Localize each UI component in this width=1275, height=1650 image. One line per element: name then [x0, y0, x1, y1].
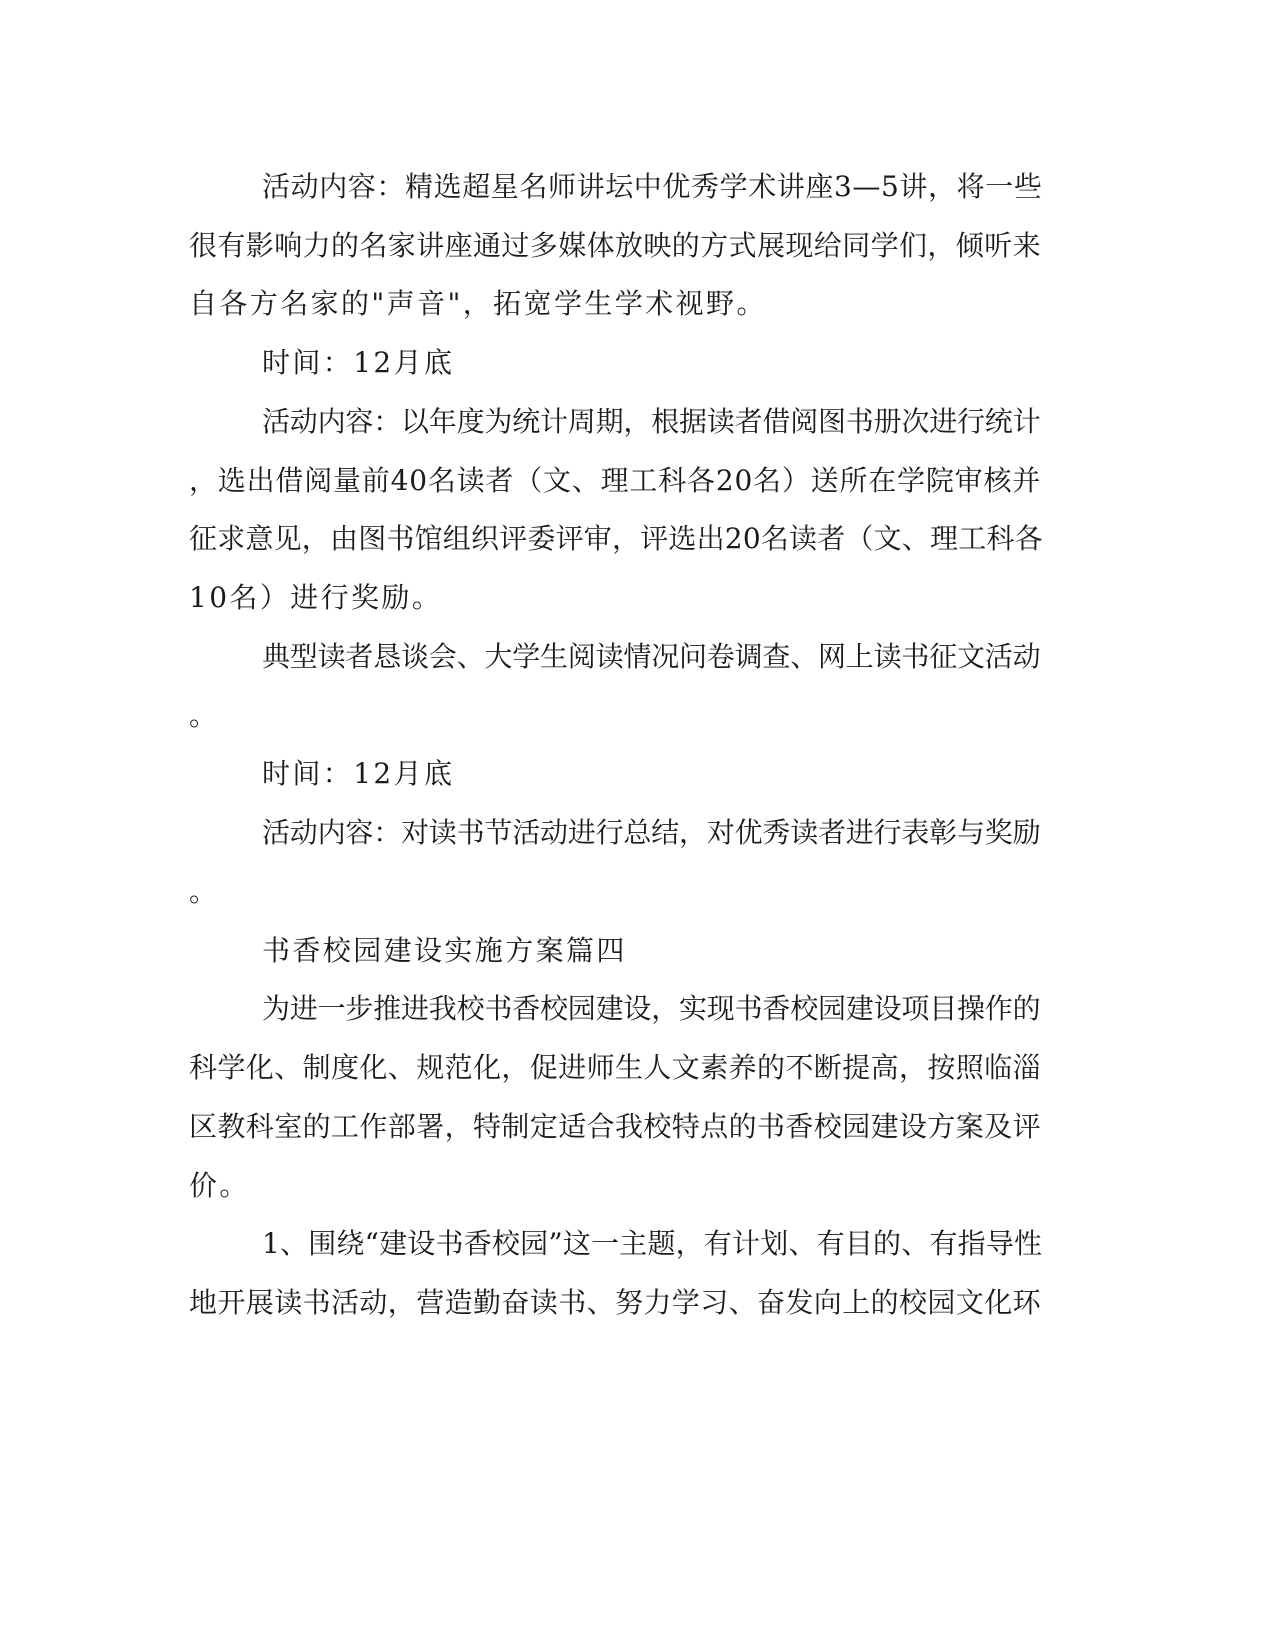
paragraph-line: 活动内容：对读书节活动进行总结，对优秀读者进行表彰与奖励 [262, 816, 1041, 849]
paragraph-line: 活动内容：以年度为统计周期，根据读者借阅图书册次进行统计 [262, 405, 1041, 438]
paragraph-line: 为进一步推进我校书香校园建设，实现书香校园建设项目操作的 [262, 992, 1041, 1025]
paragraph-line: 科学化、制度化、规范化，促进师生人文素养的不断提高，按照临淄 [189, 1051, 1042, 1084]
paragraph-line: 1、围绕“建设书香校园”这一主题，有计划、有目的、有指导性 [262, 1227, 1043, 1260]
paragraph-line: 很有影响力的名家讲座通过多媒体放映的方式展现给同学们，倾听来 [189, 229, 1042, 262]
paragraph-line: 征求意见，由图书馆组织评委评审，评选出20名读者（文、理工科各 [189, 522, 1043, 555]
paragraph-line: ，选出借阅量前40名读者（文、理工科各20名）送所在学院审核并 [189, 464, 1042, 497]
paragraph-line: 自各方名家的"声音"，拓宽学生学术视野。 [189, 287, 767, 320]
paragraph-line: 典型读者恳谈会、大学生阅读情况问卷调查、网上读书征文活动 [262, 640, 1041, 673]
paragraph-line: 地开展读书活动，营造勤奋读书、努力学习、奋发向上的校园文化环 [189, 1286, 1042, 1319]
paragraph-line: 。 [189, 699, 220, 732]
paragraph-line: 活动内容：精选超星名师讲坛中优秀学术讲座3—5讲，将一些 [262, 170, 1043, 203]
paragraph-line: 。 [189, 875, 220, 908]
paragraph-line: 10名）进行奖励。 [189, 581, 443, 614]
section-heading: 书香校园建设实施方案篇四 [262, 934, 627, 967]
paragraph-line: 时间：12月底 [262, 757, 455, 790]
paragraph-line: 时间：12月底 [262, 346, 455, 379]
paragraph-line: 价。 [189, 1169, 250, 1202]
paragraph-line: 区教科室的工作部署，特制定适合我校特点的书香校园建设方案及评 [189, 1110, 1042, 1143]
